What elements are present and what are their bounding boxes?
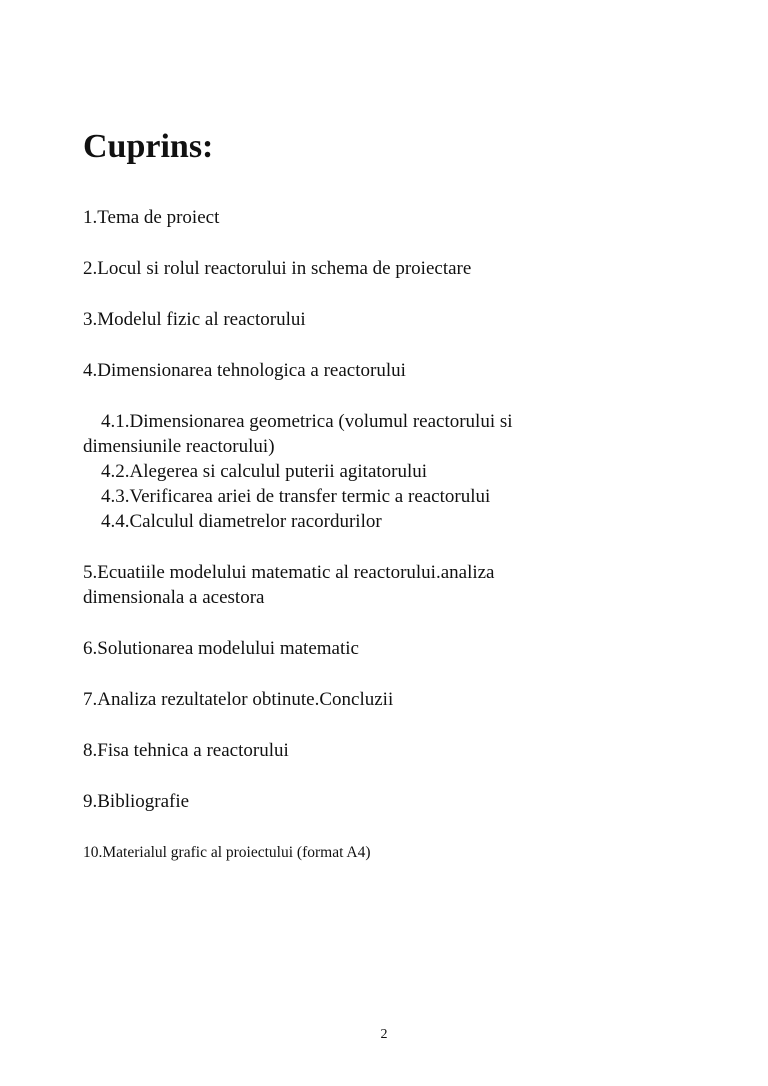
toc-item-3: 3.Modelul fizic al reactorului xyxy=(83,309,306,330)
page-title: Cuprins: xyxy=(83,128,214,165)
toc-subitem-4-4: 4.4.Calculul diametrelor racordurilor xyxy=(101,511,382,532)
toc-item-2: 2.Locul si rolul reactorului in schema de proiectare xyxy=(83,258,472,279)
toc-item-4: 4.Dimensionarea tehnologica a reactorului xyxy=(83,360,406,381)
toc-item-5-continued: dimensionala a acestora xyxy=(83,587,265,608)
page-number: 2 xyxy=(380,1027,388,1042)
toc-item-5: 5.Ecuatiile modelului matematic al reactorului.analiza xyxy=(83,562,495,583)
toc-subitem-4-1-continued: dimensiunile reactorului) xyxy=(83,436,275,457)
toc-subitem-4-1: 4.1.Dimensionarea geometrica (volumul reactorului si xyxy=(101,411,513,432)
toc-subitem-4-2: 4.2.Alegerea si calculul puterii agitatorului xyxy=(101,461,428,482)
toc-item-7: 7.Analiza rezultatelor obtinute.Concluzii xyxy=(83,689,394,710)
table-of-contents xyxy=(83,205,643,865)
toc-item-10: 10.Materialul grafic al proiectului (format A4) xyxy=(83,844,371,861)
toc-subitem-4-3: 4.3.Verificarea ariei de transfer termic a reactorului xyxy=(101,486,491,507)
toc-item-6: 6.Solutionarea modelului matematic xyxy=(83,638,359,659)
toc-item-9: 9.Bibliografie xyxy=(83,791,190,812)
toc-item-8: 8.Fisa tehnica a reactorului xyxy=(83,740,289,761)
toc-item-1: 1.Tema de proiect xyxy=(83,207,220,228)
